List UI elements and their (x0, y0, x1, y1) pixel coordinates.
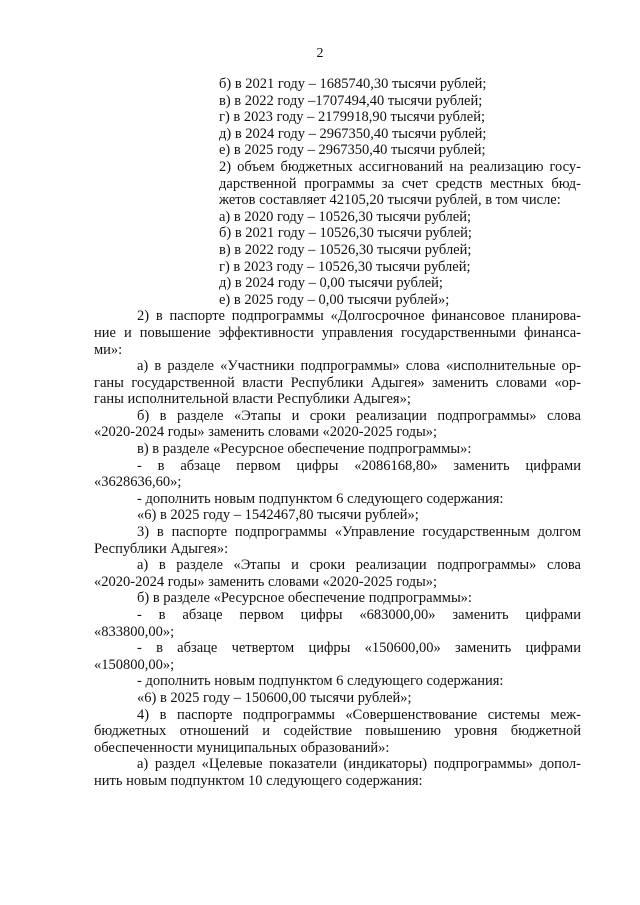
text-line: б) в 2021 году – 1685740,30 тысячи рублей; (219, 76, 487, 92)
text-line: - дополнить новым подпунктом 6 следующего содержания: (137, 673, 504, 690)
text-line: а) раздел «Целевые показатели (индикаторы) подпрограммы» допол- (137, 756, 581, 773)
text-line: «2020-2024 годы» заменить словами «2020-2025 годы»; (94, 573, 438, 590)
text-line: «150800,00»; (94, 656, 175, 673)
text-line: ми»: (94, 341, 123, 358)
document-body (94, 76, 581, 790)
text-line: «3628636,60»; (94, 474, 182, 491)
text-line: - в абзаце четвертом цифры «150600,00» заменить цифрами (137, 640, 581, 657)
text-line: 3) в паспорте подпрограммы «Управление государственным долгом (137, 524, 581, 541)
text-line: - дополнить новым подпунктом 6 следующего содержания: (137, 490, 504, 507)
text-line: «6) в 2025 году – 1542467,80 тысячи рублей»; (137, 507, 419, 524)
text-line: жетов составляет 42105,20 тысячи рублей, в том числе: (219, 192, 561, 209)
text-line: дарственной программы за счет средств местных бюд- (219, 175, 581, 192)
text-line: «6) в 2025 году – 150600,00 тысячи рублей»; (137, 689, 412, 706)
text-line: г) в 2023 году – 2179918,90 тысячи рублей; (219, 109, 485, 126)
text-line: а) в 2020 году – 10526,30 тысячи рублей; (219, 208, 471, 225)
text-line: е) в 2025 году – 2967350,40 тысячи рублей; (219, 142, 486, 159)
page-number: 2 (316, 46, 324, 61)
text-line: 2) в паспорте подпрограммы «Долгосрочное финансовое планирова- (137, 308, 581, 325)
text-line: в) в разделе «Ресурсное обеспечение подпрограммы»: (137, 441, 472, 458)
text-line: а) в разделе «Участники подпрограммы» слова «исполнительные ор- (137, 358, 581, 375)
text-line: бюджетных отношений и содействие повышению уровня бюджетной (94, 723, 581, 740)
text-line: е) в 2025 году – 0,00 тысячи рублей»; (219, 291, 450, 308)
text-line: - в абзаце первом цифры «2086168,80» заменить цифрами (137, 457, 581, 474)
text-line: Республики Адыгея»: (94, 540, 229, 557)
text-line: нить новым подпунктом 10 следующего содержания: (94, 772, 423, 789)
text-line: г) в 2023 году – 10526,30 тысячи рублей; (219, 258, 471, 275)
text-line: б) в 2021 году – 10526,30 тысячи рублей; (219, 225, 472, 242)
text-line: в) в 2022 году –1707494,40 тысячи рублей; (219, 92, 483, 109)
text-line: - в абзаце первом цифры «683000,00» заменить цифрами (137, 607, 581, 623)
text-line: ние и повышение эффективности управления государственными финанса- (94, 324, 581, 341)
text-line: б) в разделе «Этапы и сроки реализации подпрограммы» слова (137, 407, 581, 424)
text-line: б) в разделе «Ресурсное обеспечение подпрограммы»: (137, 590, 472, 607)
text-line: «2020-2024 годы» заменить словами «2020-2025 годы»; (94, 424, 438, 441)
text-line: д) в 2024 году – 2967350,40 тысячи рублей; (219, 125, 487, 142)
text-line: 2) объем бюджетных ассигнований на реализацию госу- (219, 158, 581, 175)
text-line: а) в разделе «Этапы и сроки реализации подпрограммы» слова (137, 557, 581, 574)
text-line: обеспеченности муниципальных образований»: (94, 739, 390, 756)
text-line: «833800,00»; (94, 623, 175, 640)
text-line: 4) в паспорте подпрограммы «Совершенствование системы меж- (137, 706, 581, 723)
text-line: ганы исполнительной власти Республики Адыгея»; (94, 391, 411, 408)
text-line: ганы государственной власти Республики Адыгея» заменить словами «ор- (94, 374, 581, 391)
text-line: д) в 2024 году – 0,00 тысячи рублей; (219, 275, 443, 292)
text-line: в) в 2022 году – 10526,30 тысячи рублей; (219, 241, 472, 258)
